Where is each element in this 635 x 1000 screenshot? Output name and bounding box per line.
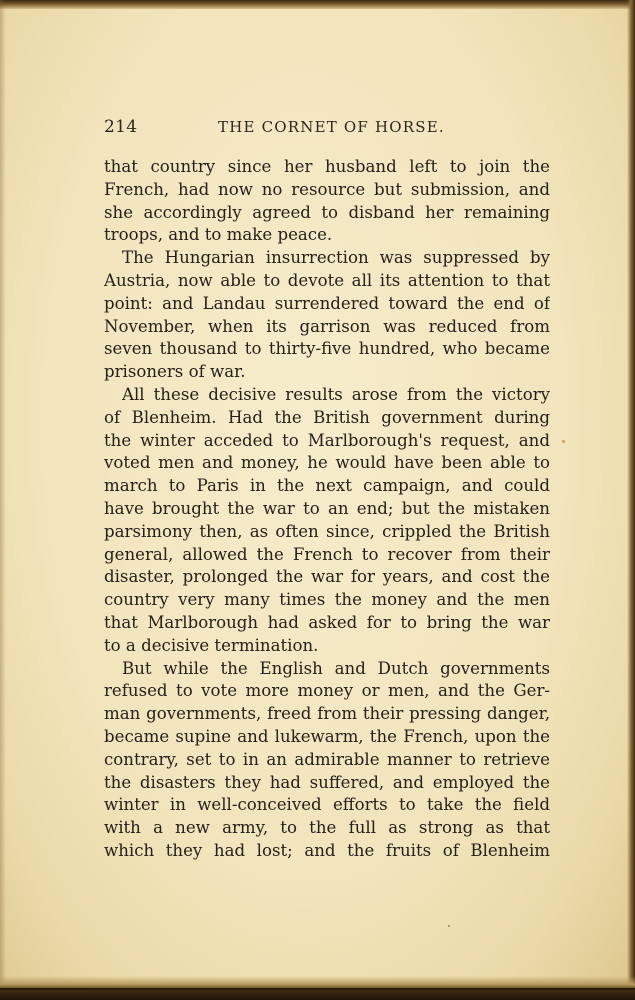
paper-speck [562,440,565,443]
text-line: country very many times the money and the men [104,590,550,610]
text-line: with a new army, to the full as strong as that [104,818,550,838]
text-line: man governments, freed from their pressing danger, [104,704,550,724]
running-title: THE CORNET OF HORSE. [218,118,445,136]
text-line: The Hungarian insurrection was suppressed by [122,248,550,268]
text-line: became supine and lukewarm, the French, upon the [104,726,550,746]
text-line: parsimony then, as often since, crippled the British [104,521,550,541]
text-line: voted men and money, he would have been able to [104,453,550,473]
text-line: she accordingly agreed to disband her remaining [104,202,550,222]
text-line: the disasters they had suffered, and employed the [104,772,550,792]
text-line: winter in well-conceived efforts to take the field [104,795,550,815]
text-line: point: and Landau surrendered toward the end of [104,293,550,313]
text-line: Austria, now able to devote all its attention to that [104,270,550,290]
text-line: of Blenheim. Had the British government during [104,407,550,427]
text-line: prisoners of war. [104,362,246,382]
running-header [104,117,550,141]
text-line: All these decisive results arose from the victory [122,384,550,404]
text-line: refused to vote more money or men, and the Ger- [104,681,550,701]
text-line: November, when its garrison was reduced from [104,316,550,336]
text-line: that Marlborough had asked for to bring the war [104,612,550,632]
text-line: French, had now no resource but submission, and [104,179,550,199]
text-line: seven thousand to thirty-five hundred, who became [104,339,550,359]
page-top-edge [0,0,635,9]
page-bottom-line [0,988,635,990]
text-line: that country since her husband left to join the [104,157,550,176]
text-line: contrary, set to in an admirable manner to retrieve [104,749,550,769]
text-line: the winter acceded to Marlborough's request, and [104,430,550,450]
text-line: have brought the war to an end; but the mistaken [104,498,550,518]
body-text [104,156,550,863]
text-line: general, allowed the French to recover from their [104,544,550,564]
page-left-edge [0,0,6,1000]
text-line: disaster, prolonged the war for years, and cost the [104,567,550,587]
paper-speck [448,925,450,927]
text-line: which they had lost; and the fruits of Blenheim [104,840,550,860]
text-line: But while the English and Dutch governments [122,658,550,678]
page-right-edge [627,0,635,1000]
text-line: to a decisive termination. [104,635,319,655]
text-line: march to Paris in the next campaign, and could [104,476,550,496]
text-line: troops, and to make peace. [104,225,333,245]
page-number: 214 [104,117,138,137]
